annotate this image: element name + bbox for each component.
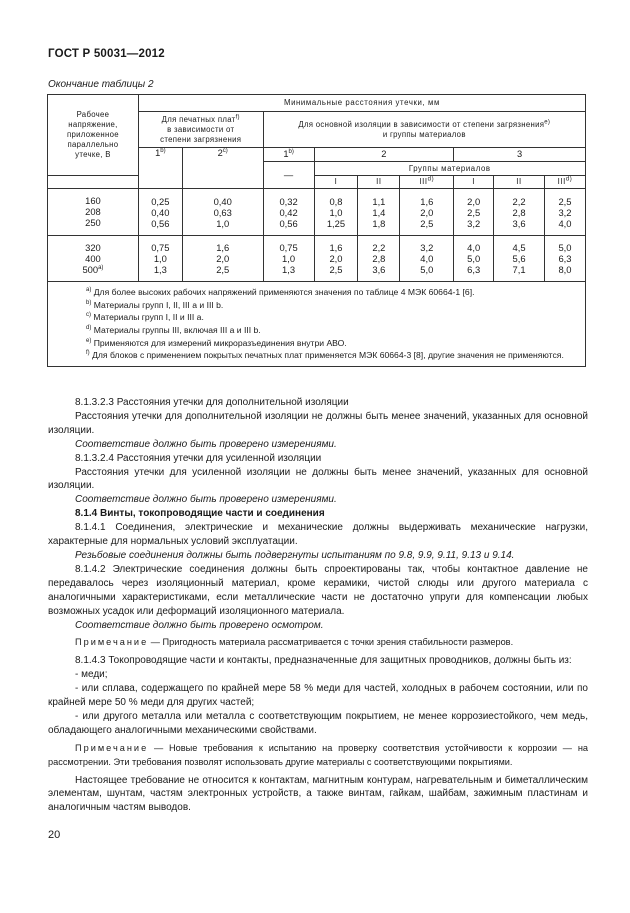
value-cell: 0,75 1,0 1,3: [138, 235, 182, 282]
section-heading-8-1-4: 8.1.4 Винты, токопроводящие части и соединения: [75, 508, 325, 520]
value-cell: 4,0 5,0 6,3: [454, 235, 494, 282]
material-col-I: I: [454, 176, 494, 189]
compliance-text: Резьбовые соединения должны быть подвергнуты испытаниям по 9.8, 9.9, 9.11, 9.13 и 9.14.: [75, 549, 515, 561]
basic-insulation-header: Для основной изоляции в зависимости от степени загрязнения$^{e)}$ и группы материалов: [263, 112, 585, 148]
value-cell: 1,1 1,4 1,8: [358, 189, 400, 236]
basic-col-2: 2: [314, 148, 454, 162]
table-row-block-2: [48, 235, 586, 282]
group-header: Минимальные расстояния утечки, мм: [138, 95, 585, 112]
list-item: - или сплава, содержащего по крайней мере 58 % меди для частей, холодных в рабочем состоянии, или по крайней мере 50 % меди для других частей;: [48, 683, 588, 709]
document-header: ГОСТ Р 50031—2012: [48, 48, 165, 60]
value-cell: 1,6 2,0 2,5: [182, 235, 263, 282]
list-item: - или другого металла или металла с соответствующим покрытием, не менее коррозиестойкого, чем медь, обладающего аналогичными механическими свойствами.: [48, 710, 588, 736]
creepage-table: [47, 94, 586, 367]
table-row-block-1: [48, 189, 586, 236]
basic-col-3: 3: [454, 148, 586, 162]
value-cell: 0,25 0,40 0,56: [138, 189, 182, 236]
clause-8-1-3-2-3: 8.1.3.2.3 Расстояния утечки для дополнительной изоляции: [75, 397, 349, 408]
clause-8-1-3-2-4: 8.1.3.2.4 Расстояния утечки для усиленной изоляции: [75, 452, 322, 464]
pcb-col-1: 1$^{b)}$: [138, 148, 182, 189]
value-cell: 2,5 3,2 4,0: [545, 189, 586, 236]
value-cell: 5,0 6,3 8,0: [545, 235, 586, 282]
paragraph: Настоящее требование не относится к контактам, магнитным контурам, нагревательным и биметаллическим элементам, шунтам, частям электронных устройств, а также винтам, гайкам, шайбам, зажимным пластинам и аналогичным частям выводов.: [48, 774, 588, 814]
footnote-a: $^{a)}$ Для более высоких рабочих напряжений применяются значения по таблице 4 МЭК 60664-1 [6].: [86, 287, 475, 298]
voltage-cell: 160 208 250: [48, 189, 139, 236]
material-col-II: II: [494, 176, 545, 189]
body-text: [48, 396, 588, 815]
compliance-text: Соответствие должно быть проверено измерениями.: [75, 438, 337, 450]
table-footnotes: [48, 282, 586, 367]
footnote-d: $^{d)}$ Материалы группы III, включая III a и III b.: [86, 325, 261, 335]
value-cell: 0,8 1,0 1,25: [314, 189, 358, 236]
voltage-col-spacer: [48, 176, 139, 189]
material-col-III: III$^{d)}$: [545, 176, 586, 189]
clause-8-1-4-3: 8.1.4.3 Токопроводящие части и контакты, предназначенные для защитных проводников, должны быть из:: [75, 655, 572, 667]
pcb-col-2: 2$^{c)}$: [182, 148, 263, 189]
value-cell: 0,40 0,63 1,0: [182, 189, 263, 236]
value-cell: 2,2 2,8 3,6: [494, 189, 545, 236]
table-footnotes-row: [48, 282, 586, 367]
table-caption: Окончание таблицы 2: [48, 79, 154, 90]
paragraph: Расстояния утечки для усиленной изоляции не должны быть менее значений, указанных для основной изоляции.: [48, 466, 588, 492]
basic-col-1: 1$^{b)}$: [263, 148, 314, 162]
material-col-III: III$^{d)}$: [400, 176, 454, 189]
value-cell: 2,0 2,5 3,2: [454, 189, 494, 236]
paragraph: Расстояния утечки для дополнительной изоляции не должны быть менее значений, указанных для основной изоляции.: [48, 410, 588, 436]
compliance-text: Соответствие должно быть проверено измерениями.: [75, 494, 337, 506]
note-1: Примечание — Пригодность материала рассматривается с точки зрения стабильности размеров.: [75, 637, 514, 648]
value-cell: 1,6 2,0 2,5: [314, 235, 358, 282]
value-cell: 4,5 5,6 7,1: [494, 235, 545, 282]
col-header-voltage: Рабочее напряжение, приложенное параллельно утечке, В: [48, 95, 139, 176]
note-2: Примечание — Новые требования к испытанию на проверку соответствия устойчивости к коррозии — на рассмотрении. Эти требования позволят использовать другие материалы с соответствующими покрытиями.: [48, 742, 588, 767]
clause-8-1-4-2: 8.1.4.2 Электрические соединения должны быть спроектированы так, чтобы контактное давление не передавалось через изоляционный материал, кроме керамики, чистой слюды или другого материала с аналогичными характеристиками, если металлические части не достаточно упруги для компенсации любых возможных усадок или деформаций изоляционного материала.: [48, 563, 588, 617]
material-groups-header: Группы материалов: [314, 162, 585, 176]
value-cell: 0,32 0,42 0,56: [263, 189, 314, 236]
voltage-cell: 320 400 500$^{a)}$: [48, 235, 139, 282]
material-col-I: I: [314, 176, 358, 189]
footnote-f: $^{f)}$ Для блоков с применением покрытых печатных плат применяется МЭК 60664-3 [8], другие значения не применяются.: [86, 350, 564, 361]
footnote-c: $^{c)}$ Материалы групп I, II и III a.: [86, 312, 204, 323]
footnote-b: $^{b)}$ Материалы групп I, II, III a и III b.: [86, 299, 224, 310]
basic-col-1-dash: —: [263, 162, 314, 189]
value-cell: 3,2 4,0 5,0: [400, 235, 454, 282]
material-col-II: II: [358, 176, 400, 189]
list-item: - меди;: [75, 669, 108, 681]
footnote-e: $^{e)}$ Применяются для измерений микроразъединения внутри АВО.: [86, 337, 347, 348]
value-cell: 2,2 2,8 3,6: [358, 235, 400, 282]
page-number: 20: [48, 829, 61, 841]
value-cell: 1,6 2,0 2,5: [400, 189, 454, 236]
compliance-text: Соответствие должно быть проверено осмотром.: [75, 619, 324, 631]
clause-8-1-4-1: 8.1.4.1 Соединения, электрические и механические должны выдерживать механические нагрузки, характерные для нормальных условий эксплуатации.: [48, 522, 588, 548]
pcb-header: Для печатных плат$^{f)}$ в зависимости от степени загрязнения: [138, 112, 263, 148]
value-cell: 0,75 1,0 1,3: [263, 235, 314, 282]
